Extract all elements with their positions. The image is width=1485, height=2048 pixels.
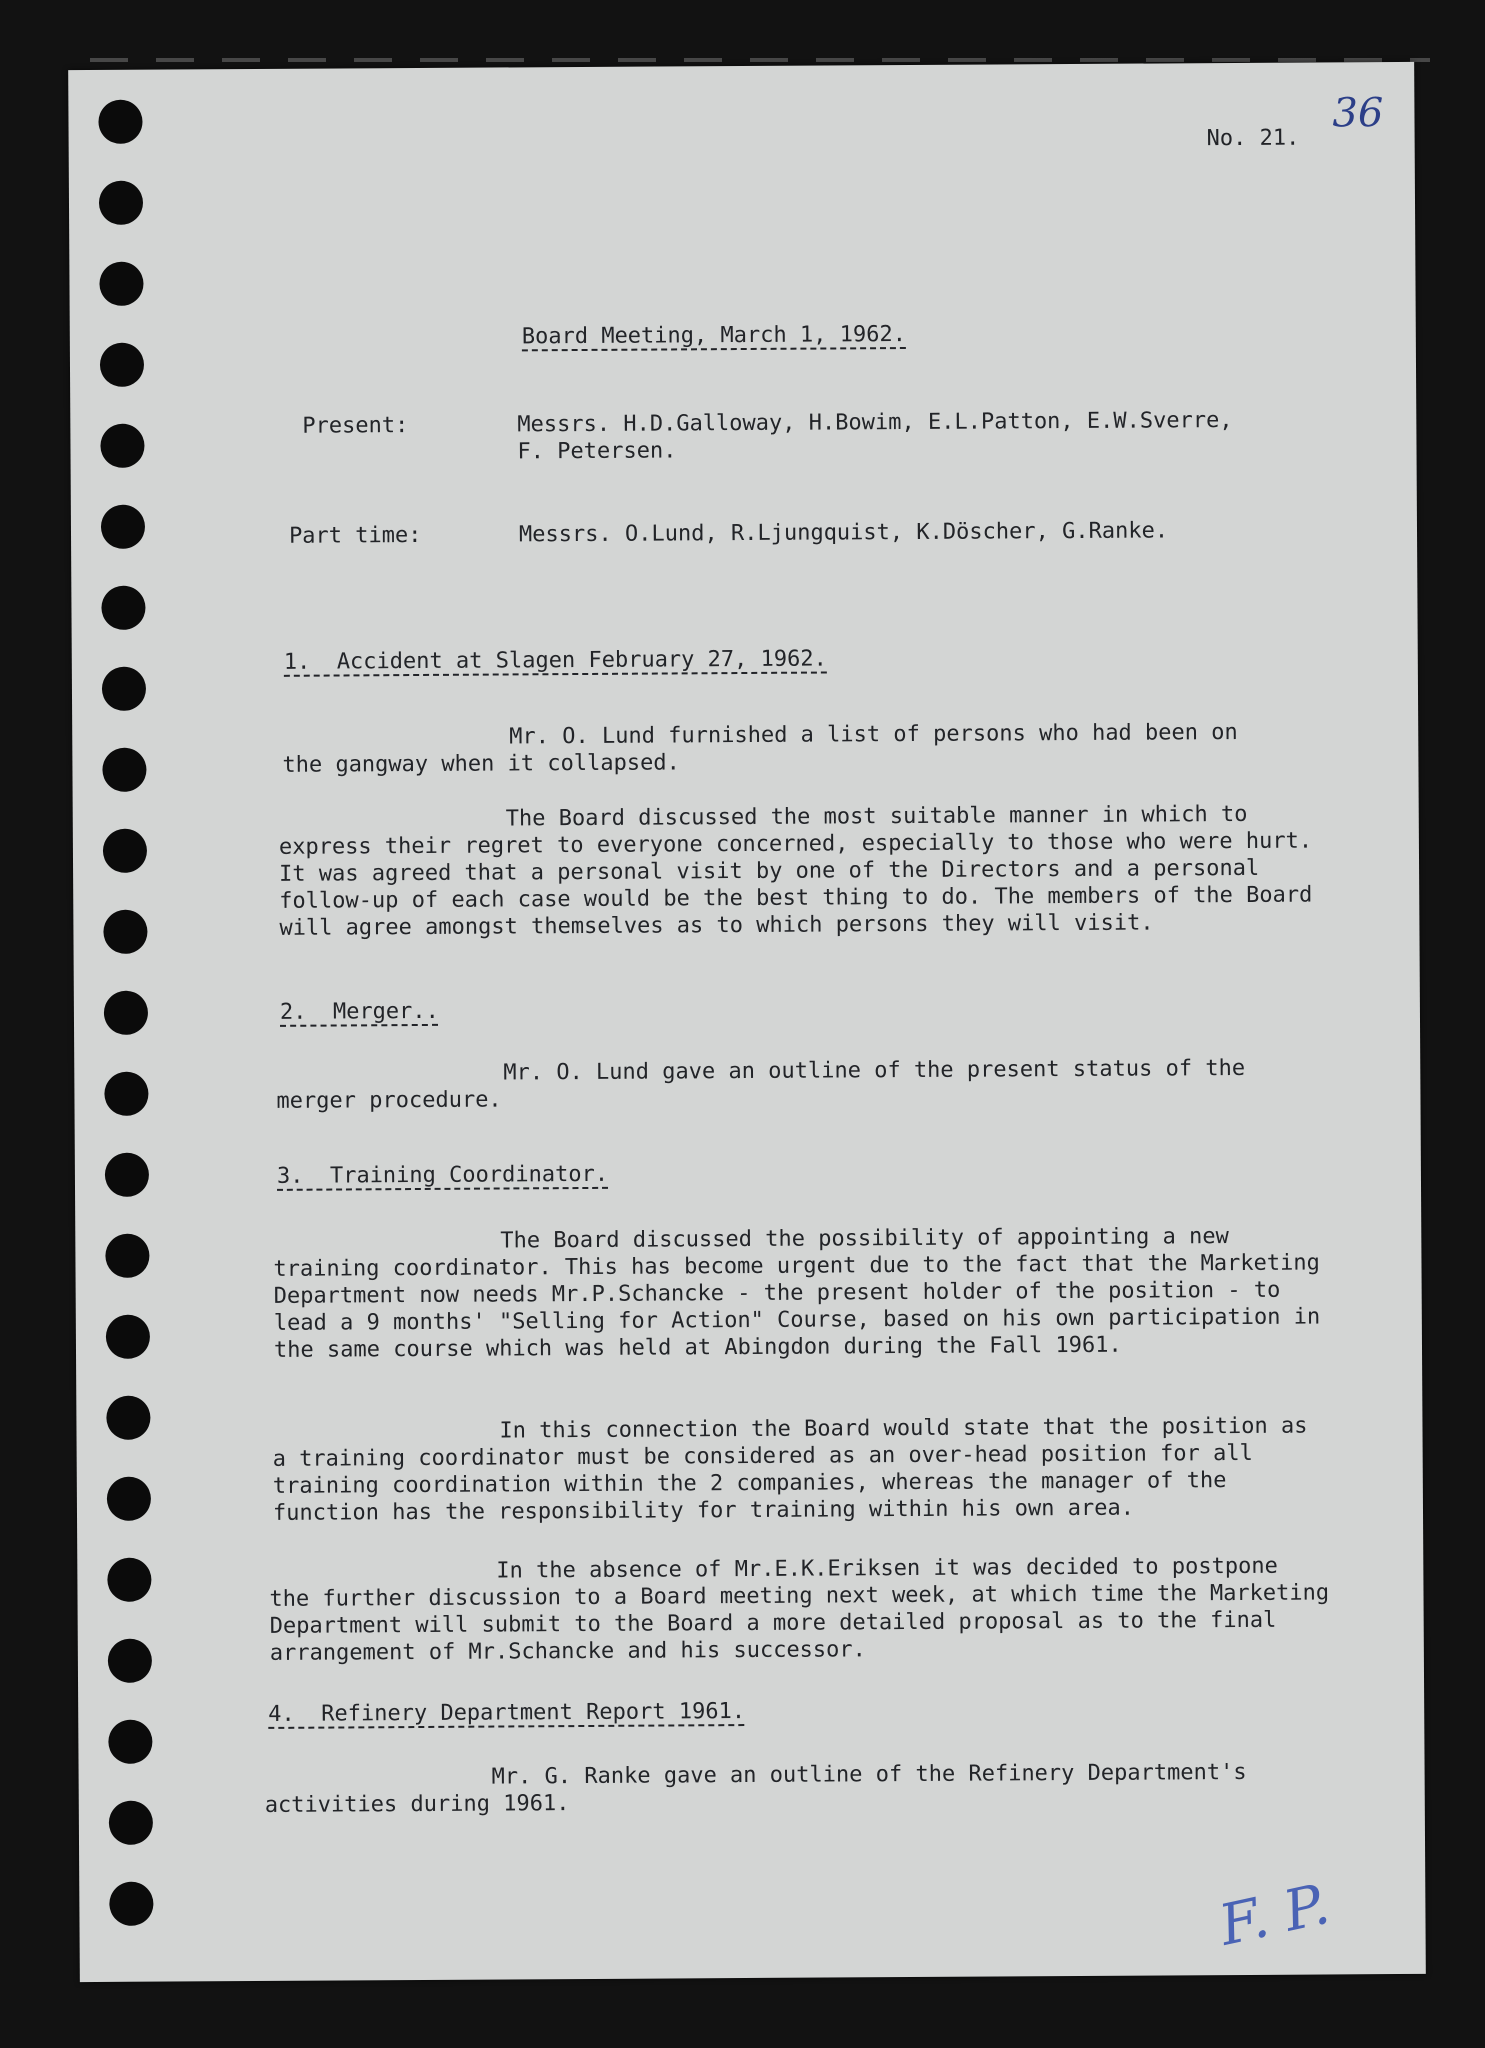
present-label: Present: — [302, 413, 409, 439]
document-number: No. 21. — [1206, 125, 1300, 152]
section-heading-refinery: 4. Refinery Department Report 1961. — [268, 1699, 746, 1727]
attendance-present-row — [302, 407, 1233, 467]
page-title: Board Meeting, March 1, 1962. — [521, 322, 906, 350]
section-paragraph: Mr. O. Lund furnished a list of persons who had been on the gangway when it collapsed. — [282, 719, 1238, 778]
section-heading-training: 3. Training Coordinator. — [276, 1161, 609, 1189]
punch-hole — [109, 1801, 153, 1845]
attendance-part-time-row — [289, 517, 1168, 549]
punch-holes — [98, 100, 155, 1950]
section-paragraph: Mr. O. Lund gave an outline of the present status of the merger procedure. — [276, 1055, 1246, 1114]
part-time-label: Part time: — [288, 522, 422, 549]
section-heading-accident: 1. Accident at Slagen February 27, 1962. — [283, 646, 827, 675]
punch-hole — [99, 262, 143, 306]
punch-hole — [101, 505, 145, 549]
punch-hole — [101, 586, 145, 630]
punch-hole — [102, 667, 146, 711]
punch-hole — [100, 424, 144, 468]
punch-hole — [102, 748, 146, 792]
handwritten-initials: F. P. — [1213, 1871, 1336, 1959]
punch-hole — [106, 1396, 150, 1440]
punch-hole — [109, 1882, 153, 1926]
binder-edge-marks — [90, 58, 1430, 62]
punch-hole — [106, 1315, 150, 1359]
punch-hole — [98, 100, 142, 144]
section-paragraph: Mr. G. Ranke gave an outline of the Refinery Department's activities during 1961. — [264, 1759, 1247, 1818]
punch-hole — [104, 1072, 148, 1116]
punch-hole — [108, 1639, 152, 1683]
present-value: Messrs. H.D.Galloway, H.Bowim, E.L.Patton, E.W.Sverre, F. Petersen. — [517, 408, 1233, 465]
punch-hole — [107, 1558, 151, 1602]
section-paragraph: In the absence of Mr.E.K.Eriksen it was decided to postpone the further discussion to a Board meeting next week, at which time the Marketing Department will submit to the Board a more detailed proposal as to the final arrangement of Mr.Schancke and his successor. — [269, 1553, 1330, 1666]
section-heading-merger: 2. Merger.. — [279, 998, 439, 1025]
punch-hole — [103, 910, 147, 954]
section-paragraph: The Board discussed the most suitable manner in which to express their regret to everyone concerned, especially to those who were hurt. It was agreed that a personal visit by one of the Directors and a personal follow-up of each case would be the best thing to do. The members of the Board will agree amongst themselves as to which persons they will visit. — [278, 801, 1313, 941]
punch-hole — [107, 1477, 151, 1521]
punch-hole — [99, 181, 143, 225]
part-time-value: Messrs. O.Lund, R.Ljungquist, K.Döscher, G.Ranke. — [518, 518, 1169, 548]
punch-hole — [108, 1720, 152, 1764]
punch-hole — [105, 1153, 149, 1197]
section-paragraph: The Board discussed the possibility of appointing a new training coordinator. This has become urgent due to the fact that the Marketing Department now needs Mr.P.Schancke - the present holder of the position - to lead a 9 months' "Selling for Action" Course, based on his own participation in the same course which was held at Abingdon during the Fall 1961. — [273, 1224, 1321, 1363]
punch-hole — [104, 991, 148, 1035]
document-page — [68, 62, 1426, 1982]
handwritten-page-number: 36 — [1332, 90, 1384, 137]
punch-hole — [105, 1234, 149, 1278]
section-paragraph: In this connection the Board would state that the position as a training coordinator must be considered as an over-head position for all training coordination within the 2 companies, whereas the manager of the function has the responsibility for training within his own area. — [272, 1413, 1308, 1526]
punch-hole — [100, 343, 144, 387]
punch-hole — [103, 829, 147, 873]
